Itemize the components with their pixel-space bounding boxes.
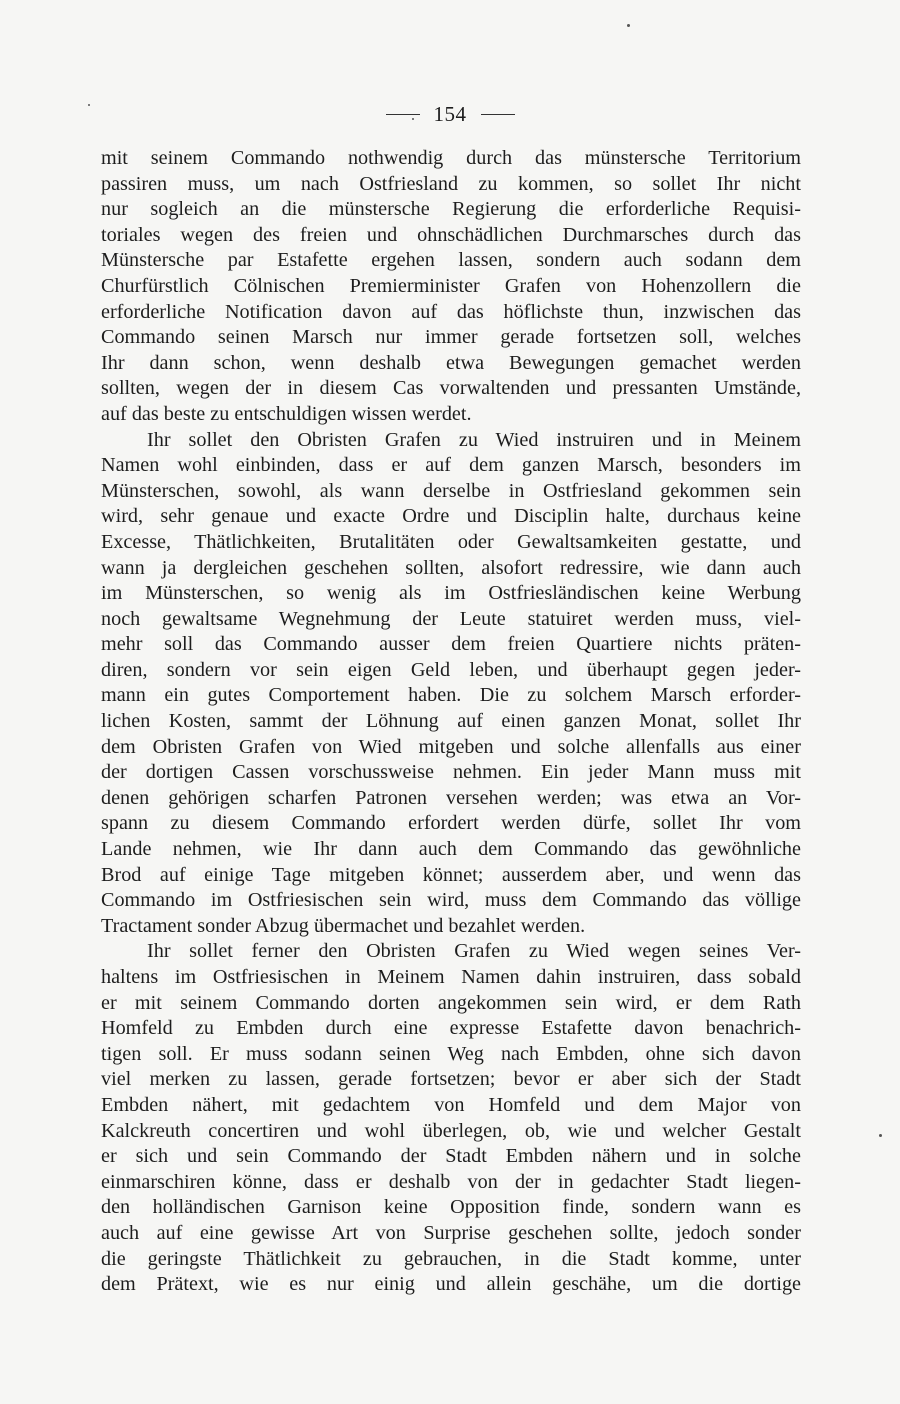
body-text [101, 146, 801, 1298]
text-line: der dortigen Cassen vorschussweise nehmen. Ein jeder Mann muss mit [101, 761, 801, 784]
text-line: passiren muss, um nach Ostfriesland zu kommen, so sollet Ihr nicht [101, 172, 801, 195]
text-line: Brod auf einige Tage mitgeben könnet; ausserdem aber, und wenn das [101, 863, 801, 886]
text-line: Lande nehmen, wie Ihr dann auch dem Commando das gewöhnliche [101, 838, 801, 861]
text-line: Churfürstlich Cölnischen Premierminister Grafen von Hohenzollern die [101, 274, 801, 297]
text-line: diren, sondern vor sein eigen Geld leben, und überhaupt gegen jeder- [101, 658, 801, 681]
scan-speck [879, 1134, 882, 1137]
text-line: er mit seinem Commando dorten angekommen sein wird, er dem Rath [101, 991, 801, 1014]
text-line: wann ja dergleichen geschehen sollten, alsofort redressire, wie dann auch [101, 556, 801, 579]
text-line: Ihr sollet ferner den Obristen Grafen zu Wied wegen seines Ver- [147, 940, 801, 963]
text-line: lichen Kosten, sammt der Löhnung auf einen ganzen Monat, sollet Ihr [101, 710, 801, 733]
header-dash-right [481, 114, 515, 115]
paragraph [101, 146, 801, 428]
text-line: Münsterschen, sowohl, als wann derselbe in Ostfriesland gekommen sein [101, 479, 801, 502]
scan-speck [88, 104, 90, 106]
text-line: noch gewaltsame Wegnehmung der Leute statuiret werden muss, viel- [101, 607, 801, 630]
text-line: auch auf eine gewisse Art von Surprise geschehen sollte, jedoch sonder [101, 1221, 801, 1244]
text-line: im Münsterschen, so wenig als im Ostfriesländischen keine Werbung [101, 582, 801, 605]
text-line: viel merken zu lassen, gerade fortsetzen; bevor er aber sich der Stadt [101, 1068, 801, 1091]
paragraph [101, 428, 801, 940]
text-line: wird, sehr genaue und exacte Ordre und Disciplin halte, durchaus keine [101, 505, 801, 528]
text-line: Commando im Ostfriesischen sein wird, muss dem Commando das völlige [101, 889, 801, 912]
text-line: mit seinem Commando nothwendig durch das münstersche Territorium [101, 147, 801, 169]
text-line: den holländischen Garnison keine Opposition finde, sondern wann es [101, 1196, 801, 1219]
text-line: auf das beste zu entschuldigen wissen werdet. [101, 402, 472, 425]
text-line: einmarschiren könne, dass er deshalb von der in gedachter Stadt liegen- [101, 1170, 801, 1193]
text-line: denen gehörigen scharfen Patronen versehen werden; was etwa an Vor- [101, 786, 801, 809]
text-line: Tractament sonder Abzug übermachet und bezahlet werden. [101, 914, 586, 937]
header-dash-left [386, 114, 420, 115]
paragraph [101, 939, 801, 1297]
text-line: sollten, wegen der in diesem Cas vorwaltenden und pressanten Umstände, [101, 377, 801, 400]
text-line: dem Prätext, wie es nur einig und allein geschähe, um die dortige [101, 1273, 801, 1296]
text-line: die geringste Thätlichkeit zu gebrauchen, in die Stadt komme, unter [101, 1247, 801, 1270]
page-number: 154 [433, 102, 467, 126]
text-line: erforderliche Notification davon auf das höflichste thun, inzwischen das [101, 300, 801, 323]
text-line: Excesse, Thätlichkeiten, Brutalitäten oder Gewaltsamkeiten gestatte, und [101, 530, 801, 553]
text-line: spann zu diesem Commando erfordert werden dürfe, sollet Ihr vom [101, 812, 801, 835]
text-line: nur sogleich an die münstersche Regierung die erforderliche Requisi- [101, 198, 801, 221]
text-line: haltens im Ostfriesischen in Meinem Namen dahin instruiren, dass sobald [101, 966, 801, 988]
text-line: Embden nähert, mit gedachtem von Homfeld und dem Major von [101, 1093, 801, 1116]
text-line: dem Obristen Grafen von Wied mitgeben und solche allenfalls aus einer [101, 735, 801, 758]
text-line: Münstersche par Estafette ergehen lassen, sondern auch sodann dem [101, 249, 801, 272]
text-line: Ihr sollet den Obristen Grafen zu Wied instruiren und in Meinem [147, 428, 801, 451]
text-line: Kalckreuth concertiren und wohl überlegen, ob, wie und welcher Gestalt [101, 1119, 801, 1142]
text-line: mann ein gutes Comportement haben. Die zu solchem Marsch erforder- [101, 684, 801, 707]
page-header [0, 100, 900, 128]
scan-speck [412, 118, 414, 120]
text-line: Homfeld zu Embden durch eine expresse Estafette davon benachrich- [101, 1017, 801, 1040]
text-line: Ihr dann schon, wenn deshalb etwa Bewegungen gemachet werden [101, 351, 801, 374]
text-line: toriales wegen des freien und ohnschädlichen Durchmarsches durch das [101, 223, 801, 246]
text-line: Namen wohl einbinden, dass er auf dem ganzen Marsch, besonders im [101, 454, 801, 477]
text-line: er sich und sein Commando der Stadt Embden nähern und in solche [101, 1145, 801, 1168]
text-line: Commando seinen Marsch nur immer gerade fortsetzen soll, welches [101, 326, 801, 349]
text-line: tigen soll. Er muss sodann seinen Weg nach Embden, ohne sich davon [101, 1042, 801, 1065]
text-line: mehr soll das Commando ausser dem freien Quartiere nichts präten- [101, 633, 801, 656]
scan-speck [627, 24, 630, 27]
